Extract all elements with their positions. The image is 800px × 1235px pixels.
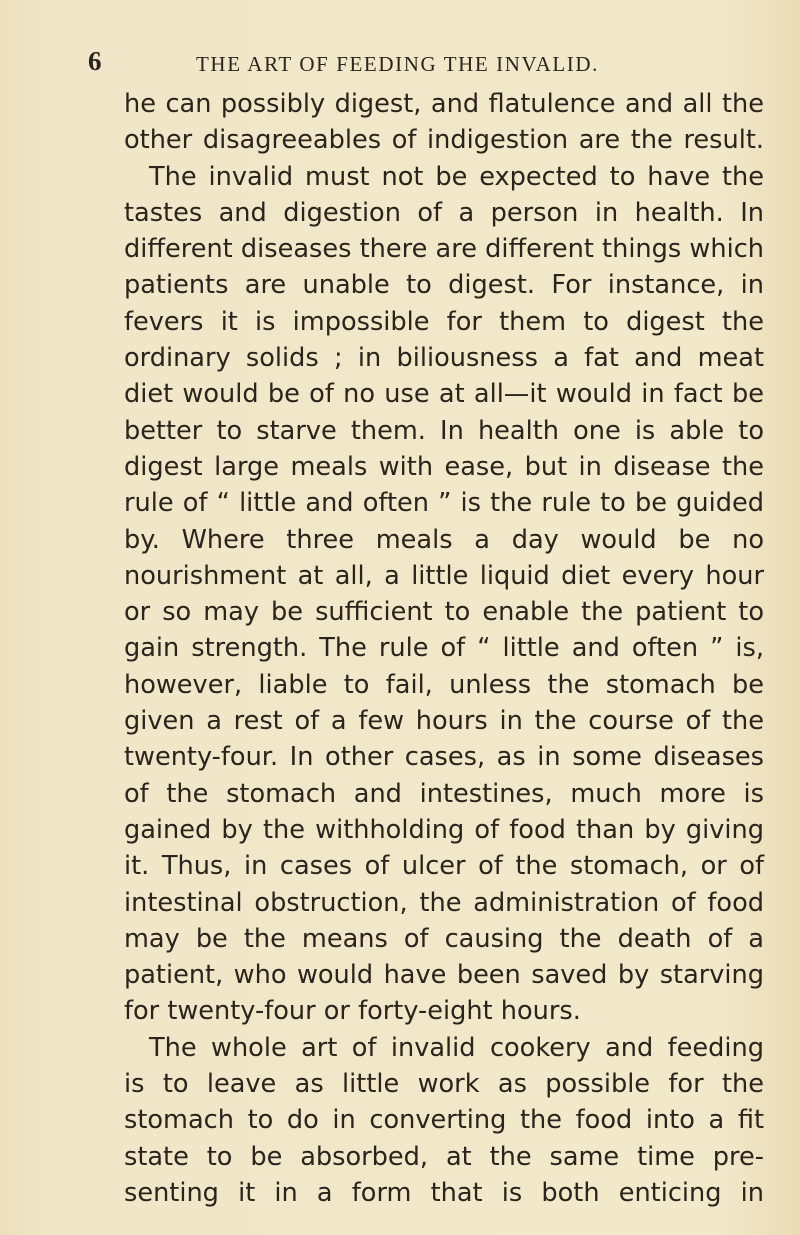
text-line: digest large meals with ease, but in disease the xyxy=(124,451,764,482)
text-line: of the stomach and intestines, much more is xyxy=(124,778,764,809)
text-line: patient, who would have been saved by starving xyxy=(124,960,764,991)
text-line: The whole art of invalid cookery and feeding xyxy=(149,1032,764,1063)
text-line: gained by the withholding of food than by giving xyxy=(124,814,764,845)
text-line: he can possibly digest, and flatulence and all the xyxy=(124,89,764,119)
body-text xyxy=(124,86,764,1211)
text-line: given a rest of a few hours in the course of the xyxy=(124,706,764,737)
text-line: is to leave as little work as possible for the xyxy=(124,1069,764,1100)
text-line: ordinary solids ; in biliousness a fat and meat xyxy=(124,343,764,374)
text-line: rule of “ little and often ” is the rule to be guided xyxy=(124,488,764,519)
text-line: however, liable to fail, unless the stomach be xyxy=(124,669,764,700)
text-line: senting it in a form that is both enticing in xyxy=(124,1177,764,1208)
text-line: fevers it is impossible for them to digest the xyxy=(124,306,764,337)
text-line: or so may be sufficient to enable the patient to xyxy=(124,597,764,628)
text-line: diet would be of no use at all—it would in fact be xyxy=(124,379,764,410)
text-line: The invalid must not be expected to have the xyxy=(149,161,764,192)
text-line: different diseases there are different things which xyxy=(124,234,764,265)
text-line: stomach to do in converting the food into a fit xyxy=(124,1105,764,1136)
text-line: it. Thus, in cases of ulcer of the stomach, or of xyxy=(124,851,764,882)
text-line: by. Where three meals a day would be no xyxy=(124,524,764,555)
text-line: tastes and digestion of a person in health. In xyxy=(124,197,764,228)
running-title: THE ART OF FEEDING THE INVALID. xyxy=(196,52,600,76)
text-line: patients are unable to digest. For instance, in xyxy=(124,270,764,301)
text-line: twenty-four. In other cases, as in some diseases xyxy=(124,742,764,773)
text-line: other disagreeables of indigestion are the result. xyxy=(124,125,764,156)
text-line: may be the means of causing the death of a xyxy=(124,923,764,954)
text-line: state to be absorbed, at the same time pre- xyxy=(124,1141,764,1172)
text-line: nourishment at all, a little liquid diet every hour xyxy=(124,560,764,591)
page-number: 6 xyxy=(88,46,102,76)
text-line: for twenty-four or forty-eight hours. xyxy=(124,996,581,1027)
text-line: gain strength. The rule of “ little and often ” is, xyxy=(124,633,764,664)
text-line: intestinal obstruction, the administration of food xyxy=(124,887,764,918)
text-line: better to starve them. In health one is able to xyxy=(124,415,764,446)
